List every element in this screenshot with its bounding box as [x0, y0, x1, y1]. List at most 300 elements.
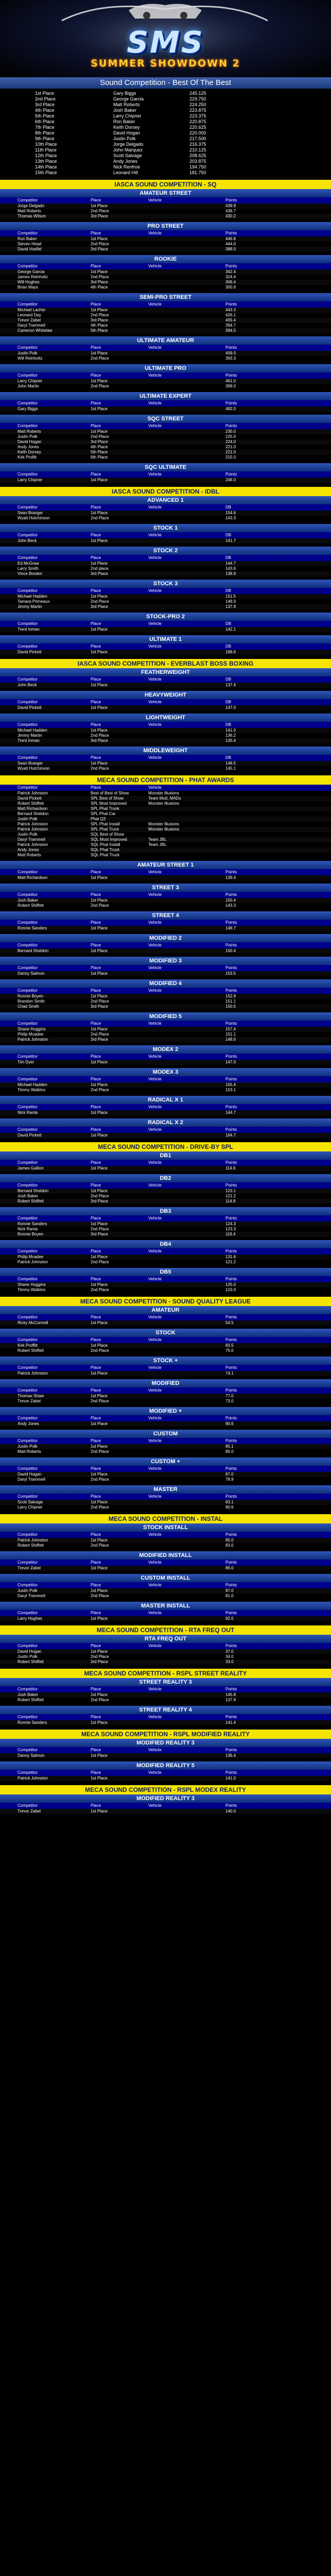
results-table: [0, 785, 331, 861]
competitor-cell: James Gallion: [18, 1166, 44, 1171]
place-header: Place: [91, 943, 101, 947]
place-cell: 2nd Place: [91, 1348, 109, 1353]
place-cell: 1st Place: [91, 1320, 108, 1325]
place-cell: 2nd Place: [91, 1287, 109, 1292]
vehicle-cell: [144, 999, 221, 1004]
competitor-cell: Ronnie Sanders: [18, 926, 47, 930]
competitor-header: Competitor: [18, 1021, 38, 1026]
place-cell: Phat Q3: [91, 817, 106, 821]
place-cell: 5th Place: [91, 328, 108, 333]
vehicle-cell: [144, 1543, 221, 1548]
place-cell: 1st Place: [91, 561, 108, 566]
points-cell: 85.1: [225, 1444, 234, 1449]
class-header: FEATHERWEIGHT: [0, 668, 331, 676]
points-header: DB: [225, 722, 232, 727]
competitor-cell: Josh Baker: [18, 1194, 39, 1198]
table-row: [0, 1088, 331, 1093]
vehicle-cell: [144, 1692, 221, 1698]
organization-banner: IASCA SOUND COMPETITION - IDBL: [0, 487, 331, 496]
place-cell: 1st Place: [91, 1027, 108, 1031]
table-row: [0, 1505, 331, 1510]
points-cell: 137.4: [225, 683, 236, 687]
vehicle-cell: [144, 1004, 221, 1009]
points-cell: 221.0: [225, 445, 236, 449]
points-header: Points: [225, 1388, 237, 1393]
points-header: Points: [225, 302, 237, 307]
place-header: Place: [91, 588, 101, 593]
points-cell: 150.4: [225, 898, 236, 903]
vehicle-cell: [144, 1037, 221, 1042]
vehicle-cell: [144, 994, 221, 999]
vehicle-cell: Team JBL: [148, 842, 167, 847]
points-cell: 139.4: [225, 875, 236, 880]
place-cell: 3rd Place: [91, 439, 108, 444]
points-header: DB: [225, 505, 232, 510]
points-header: DB: [225, 677, 232, 682]
competitor-cell: Trevor Zabel: [18, 1809, 41, 1814]
vehicle-cell: [144, 806, 221, 811]
points-header: DB: [225, 588, 232, 593]
vehicle-cell: [144, 1449, 221, 1454]
points-header: Points: [225, 1054, 237, 1059]
table-row: [0, 806, 331, 811]
points-cell: 148.9: [225, 599, 236, 604]
vehicle-cell: [144, 1166, 221, 1171]
results-table: [0, 934, 331, 957]
points-cell: 114.8: [225, 1199, 236, 1204]
place-cell: 6th Place: [91, 455, 108, 460]
class-header: STOCK-PRO 2: [0, 613, 331, 621]
column-header-row: [0, 372, 331, 379]
vehicle-header: Vehicle: [148, 943, 162, 947]
table-row: [0, 733, 331, 738]
place-cell: 1st Place: [91, 429, 108, 434]
table-row: [0, 1692, 331, 1698]
place-cell: 1st Place: [91, 269, 108, 274]
competitor-header: Competitor: [18, 533, 38, 537]
competitor-header: Competitor: [18, 1643, 38, 1648]
points-cell: 225.0: [225, 434, 236, 439]
points-cell: 143.3: [225, 516, 236, 520]
table-row: [0, 571, 331, 577]
table-row: [0, 926, 331, 931]
column-header-row: [0, 676, 331, 683]
competitor-cell: Matt Roberts: [18, 429, 41, 434]
points-header: Points: [225, 1249, 237, 1253]
competitor-cell: Wyatt Hutchinson: [18, 516, 50, 520]
points-cell: 34.0: [225, 1654, 234, 1659]
table-row: [0, 738, 331, 743]
points-header: Points: [225, 1466, 237, 1471]
column-header-row: [0, 1438, 331, 1444]
competitor-cell: Ronnie Boyen: [18, 1232, 44, 1236]
competitor-cell: Vince Borden: [18, 571, 42, 576]
class-header: STOCK +: [0, 1357, 331, 1365]
vehicle-header: Vehicle: [148, 264, 162, 268]
place-header: Place: [91, 1077, 101, 1081]
results-table: [0, 1268, 331, 1296]
vehicle-cell: [144, 599, 221, 604]
competitor-cell: Patrick Johnston: [18, 1371, 48, 1376]
points-cell: 86.0: [225, 1566, 234, 1570]
competitor-cell: David Pickett: [18, 705, 42, 710]
vehicle-header: Vehicle: [148, 1054, 162, 1059]
points-header: Points: [225, 870, 237, 874]
table-row: [0, 766, 331, 771]
vehicle-header: Vehicle: [148, 621, 162, 626]
competitor-header: Competitor: [18, 423, 38, 428]
vehicle-cell: [144, 445, 221, 450]
points-header: Points: [225, 264, 237, 268]
points-cell: 73.0: [225, 1399, 234, 1403]
points-cell: [221, 817, 263, 822]
column-header-row: [0, 1686, 331, 1692]
vehicle-header: Vehicle: [148, 644, 162, 649]
place-header: Place: [91, 1438, 101, 1443]
class-header: MODIFIED INSTALL: [0, 1551, 331, 1560]
points-cell: 136.2: [225, 733, 236, 738]
points-cell: 92.0: [225, 1616, 234, 1621]
vehicle-cell: [144, 209, 221, 214]
vehicle-cell: [144, 214, 221, 219]
place-header: Place: [91, 533, 101, 537]
class-header: CUSTOM +: [0, 1458, 331, 1466]
competitor-cell: Will Hughes: [18, 280, 40, 284]
results-table: [0, 1761, 331, 1784]
place-cell: 2nd Place: [91, 1477, 109, 1482]
vehicle-cell: [144, 1199, 221, 1204]
column-header-row: [0, 1560, 331, 1566]
points-cell: 215.0: [225, 455, 236, 460]
place-cell: 1st Place: [91, 1776, 108, 1781]
results-table: [0, 1794, 331, 1817]
points-cell: 151.1: [225, 999, 236, 1004]
table-row: [0, 445, 331, 450]
best-of-best-row: [0, 96, 331, 102]
competitor-header: Competitor: [18, 621, 38, 626]
competitor-header: Competitor: [18, 892, 38, 897]
table-row: [0, 650, 331, 655]
competitor-cell: Jimmy Martin: [18, 604, 42, 609]
results-table: [0, 884, 331, 911]
column-header-row: [0, 1466, 331, 1472]
vehicle-cell: [144, 455, 221, 460]
place-cell: SQL Phat Install: [91, 842, 120, 847]
competitor-cell: Wyatt Hutchinson: [18, 766, 50, 771]
points-cell: 83.0: [225, 1543, 234, 1548]
class-header: MODEX 3: [0, 1068, 331, 1076]
vehicle-header: Vehicle: [148, 1803, 162, 1808]
results-table: [0, 255, 331, 293]
table-row: [0, 1649, 331, 1654]
place-cell: 1st Place: [91, 379, 108, 383]
place-cell: 2nd Place: [91, 599, 109, 604]
points-cell: [221, 848, 263, 853]
column-header-row: [0, 1076, 331, 1082]
competitor-cell: George Garcia: [113, 96, 144, 101]
column-header-row: [0, 942, 331, 948]
competitor-cell: John Beck: [18, 538, 37, 543]
points-header: Points: [225, 1416, 237, 1420]
place-cell: 2nd Place: [91, 1088, 109, 1092]
points-header: Points: [225, 1077, 237, 1081]
points-cell: 33.0: [225, 1659, 234, 1664]
table-row: [0, 429, 331, 434]
results-table: [0, 524, 331, 547]
results-table: [0, 293, 331, 336]
best-of-best-row: [0, 130, 331, 136]
place-cell: 1st Place: [91, 898, 108, 903]
vehicle-header: Vehicle: [148, 231, 162, 235]
place-cell: 1st Place: [91, 1421, 108, 1426]
place-cell: 1st Place: [91, 971, 108, 976]
column-header-row: [0, 1021, 331, 1027]
vehicle-cell: [144, 903, 221, 908]
organization-banner: MECA SOUND COMPETITION - INSTAL: [0, 1514, 331, 1523]
table-row: [0, 627, 331, 632]
table-row: [0, 853, 331, 858]
table-row: [0, 999, 331, 1004]
vehicle-cell: [144, 1698, 221, 1703]
place-cell: 2nd Place: [91, 999, 109, 1004]
place-cell: 1st Place: [91, 406, 108, 411]
competitor-cell: Michael Hadden: [18, 728, 47, 733]
competitor-header: Competitor: [18, 1127, 38, 1132]
points-cell: 123.3: [225, 1227, 236, 1231]
vehicle-cell: [144, 733, 221, 738]
vehicle-cell: [144, 1371, 221, 1376]
organization-banner: MECA SOUND COMPETITION - SOUND QUALITY LEAGUE: [0, 1297, 331, 1306]
table-row: [0, 439, 331, 445]
table-row: [0, 566, 331, 571]
competitor-cell: Jorge Delgado: [18, 204, 45, 208]
vehicle-cell: [144, 429, 221, 434]
place-cell: 3rd Place: [91, 1659, 108, 1664]
table-row: [0, 1776, 331, 1781]
competitor-header: Competitor: [18, 1249, 38, 1253]
vehicle-cell: [144, 1227, 221, 1232]
vehicle-cell: [144, 1421, 221, 1427]
best-of-best-row: [0, 125, 331, 130]
place-header: Place: [91, 401, 101, 405]
class-header: SEMI-PRO STREET: [0, 293, 331, 301]
table-row: [0, 323, 331, 328]
competitor-header: Competitor: [18, 1715, 38, 1719]
points-cell: 121.2: [225, 1194, 236, 1198]
place-header: Place: [91, 644, 101, 649]
points-cell: 87.0: [225, 1472, 234, 1477]
competitor-cell: Kirk Proffitt: [18, 1343, 38, 1348]
points-cell: 439.9: [225, 204, 236, 208]
column-header-row: [0, 1494, 331, 1500]
points-cell: [221, 801, 263, 806]
table-row: [0, 683, 331, 688]
points-cell: 245.125: [189, 91, 206, 96]
vehicle-header: Vehicle: [148, 988, 162, 993]
vehicle-header: Vehicle: [148, 1748, 162, 1752]
place-cell: SPL Phat Truck: [91, 827, 119, 832]
table-row: [0, 1194, 331, 1199]
results-table: [0, 1329, 331, 1357]
points-cell: 135.4: [225, 738, 236, 743]
place-cell: 3rd Place: [91, 571, 108, 576]
competitor-cell: Ed McGraw: [18, 561, 39, 566]
place-cell: 2nd Place: [91, 516, 109, 520]
vehicle-header: Vehicle: [148, 423, 162, 428]
vehicle-cell: [144, 1588, 221, 1594]
place-cell: 1st Place: [91, 994, 108, 998]
points-header: DB: [225, 533, 232, 537]
column-header-row: [0, 920, 331, 926]
points-header: Points: [225, 1643, 237, 1648]
results-table: [0, 1739, 331, 1761]
results-table: [0, 1118, 331, 1141]
points-cell: 194.750: [189, 164, 206, 170]
points-cell: [221, 832, 263, 837]
competitor-cell: Larry Chipner: [113, 113, 142, 118]
vehicle-cell: [144, 1189, 221, 1194]
points-header: Points: [225, 198, 237, 202]
competitor-cell: Trevor Zabel: [18, 1566, 41, 1570]
competitor-cell: Andy Jones: [18, 445, 39, 449]
class-header: MODIFIED +: [0, 1407, 331, 1415]
table-row: [0, 478, 331, 483]
results-table: [0, 463, 331, 486]
vehicle-header: Vehicle: [148, 892, 162, 897]
points-header: DB: [225, 700, 232, 704]
place-cell: 1st Place: [91, 728, 108, 733]
vehicle-header: Vehicle: [148, 1494, 162, 1499]
table-row: [0, 318, 331, 323]
competitor-header: Competitor: [18, 1160, 38, 1165]
vehicle-cell: [144, 650, 221, 655]
vehicle-cell: [144, 1444, 221, 1449]
table-row: [0, 242, 331, 247]
points-header: Points: [225, 1687, 237, 1691]
results-table: [0, 1357, 331, 1379]
points-cell: 75.0: [225, 1348, 234, 1353]
points-header: Points: [225, 1748, 237, 1752]
competitor-header: Competitor: [18, 345, 38, 350]
place-cell: 11th Place: [35, 147, 57, 152]
place-cell: 15th Place: [35, 170, 57, 175]
table-row: [0, 328, 331, 333]
competitor-cell: Matt Roberts: [18, 1449, 41, 1454]
place-cell: 1st Place: [35, 91, 55, 96]
place-cell: 1st Place: [91, 650, 108, 654]
table-row: [0, 903, 331, 908]
points-header: Points: [225, 1611, 237, 1615]
points-cell: 141.0: [225, 728, 236, 733]
competitor-cell: Ronnie Sanders: [18, 1222, 47, 1226]
place-header: Place: [91, 1249, 101, 1253]
organization-banner: MECA SOUND COMPETITION - RSPL MODIFIED REALITY: [0, 1730, 331, 1739]
points-header: Points: [225, 1216, 237, 1221]
table-row: [0, 1500, 331, 1505]
table-row: [0, 1371, 331, 1376]
points-cell: 114.6: [225, 1166, 236, 1171]
organization-banner: IASCA SOUND COMPETITION - EVERBLAST BOSS BOXING: [0, 659, 331, 668]
table-row: [0, 450, 331, 455]
competitor-header: Competitor: [18, 1438, 38, 1443]
column-header-row: [0, 755, 331, 761]
table-row: [0, 1566, 331, 1571]
place-header: Place: [91, 345, 101, 350]
points-cell: 388.0: [225, 247, 236, 251]
vehicle-cell: [144, 379, 221, 384]
points-cell: 85.0: [225, 1538, 234, 1543]
place-cell: 5th Place: [35, 113, 55, 118]
competitor-cell: Timmy Watkins: [18, 1287, 46, 1292]
vehicle-cell: [144, 811, 221, 817]
results-table: [0, 1523, 331, 1551]
points-cell: 306.4: [225, 280, 236, 284]
vehicle-header: Vehicle: [148, 870, 162, 874]
table-row: [0, 1444, 331, 1449]
class-header: RADICAL X 1: [0, 1096, 331, 1104]
column-header-row: [0, 588, 331, 594]
competitor-header: Competitor: [18, 1560, 38, 1565]
competitor-cell: Andy Jones: [113, 159, 138, 164]
competitor-cell: George Garcia: [18, 269, 45, 274]
competitor-cell: Daryl Trammell: [18, 323, 45, 328]
competitor-header: Competitor: [18, 920, 38, 925]
points-cell: [221, 822, 263, 827]
points-cell: 145.1: [225, 766, 236, 771]
competitor-header: Competitor: [18, 302, 38, 307]
place-cell: 2nd Place: [91, 356, 109, 361]
event-banner: [0, 0, 331, 77]
competitor-cell: Justin Polk: [18, 434, 38, 439]
competitor-cell: Brian Mays: [18, 285, 39, 290]
vehicle-cell: Monster Illusions: [148, 791, 180, 795]
best-of-best-row: [0, 91, 331, 96]
results-table: [0, 979, 331, 1012]
points-header: Points: [225, 1277, 237, 1281]
vehicle-cell: [144, 308, 221, 313]
place-cell: 4th Place: [35, 108, 55, 113]
place-cell: 1st Place: [91, 683, 108, 687]
competitor-header: Competitor: [18, 870, 38, 874]
place-header: Place: [91, 1127, 101, 1132]
competitor-header: Competitor: [18, 555, 38, 560]
place-header: Place: [91, 1611, 101, 1615]
competitor-cell: Andy Jones: [18, 848, 39, 852]
competitor-cell: Gary Biggs: [113, 91, 136, 96]
place-header: Place: [91, 1803, 101, 1808]
vehicle-cell: [144, 1809, 221, 1814]
points-header: Points: [225, 1160, 237, 1165]
vehicle-header: Vehicle: [148, 1160, 162, 1165]
points-cell: 164.7: [225, 1133, 236, 1138]
points-header: Points: [225, 965, 237, 970]
place-header: Place: [91, 264, 101, 268]
vehicle-header: Vehicle: [148, 1611, 162, 1615]
column-header-row: [0, 1182, 331, 1189]
points-cell: 394.7: [225, 323, 236, 328]
table-row: [0, 1282, 331, 1287]
competitor-cell: Michael Hadden: [18, 594, 47, 599]
results-table: [0, 1151, 331, 1174]
vehicle-cell: [144, 761, 221, 766]
competitor-cell: Patrick Johnston: [18, 827, 48, 832]
points-cell: 220.000: [189, 130, 206, 135]
vehicle-cell: [144, 1566, 221, 1571]
place-cell: 2nd Place: [91, 1505, 109, 1510]
place-cell: 1st Place: [91, 1110, 108, 1115]
place-cell: SPL Phat Car: [91, 811, 116, 816]
column-header-row: [0, 230, 331, 236]
